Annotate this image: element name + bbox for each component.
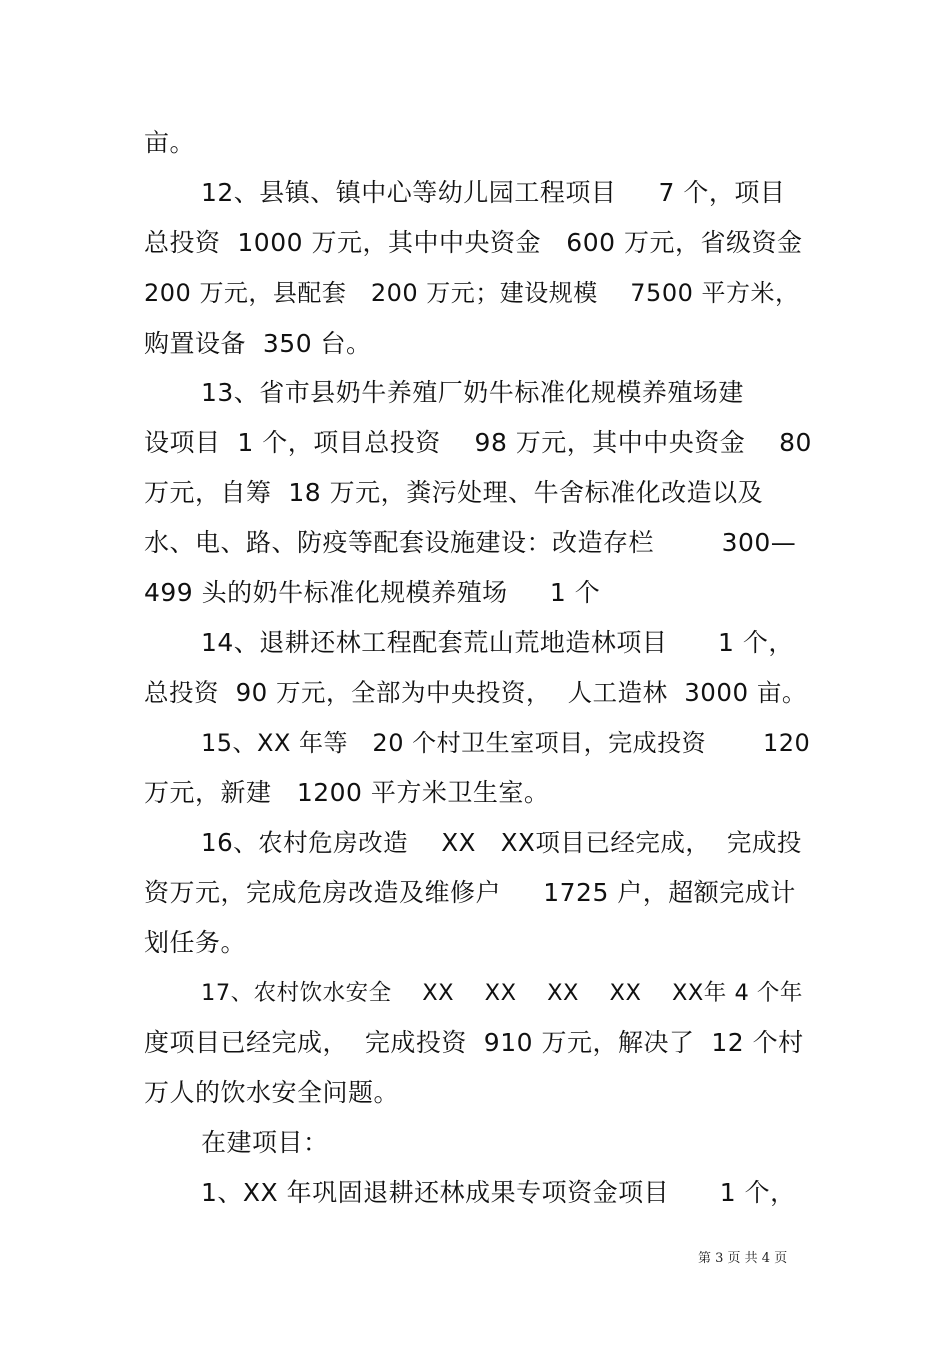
text-line: 万元，新建 1200 平方米卫生室。 (144, 778, 550, 807)
text-line: 总投资 1000 万元，其中中央资金 600 万元，省级资金 (144, 228, 803, 257)
text-line: 总投资 90 万元，全部为中央投资， 人工造林 3000 亩。 (144, 678, 807, 707)
text-line: 12、县镇、镇中心等幼儿园工程项目 7 个，项目 (201, 178, 786, 207)
text-line: 亩。 (144, 128, 196, 157)
text-line: 万人的饮水安全问题。 (144, 1078, 400, 1107)
text-line: 14、退耕还林工程配套荒山荒地造林项目 1 个， (201, 628, 794, 657)
text-line: 资万元，完成危房改造及维修户 1725 户，超额完成计 (144, 878, 796, 907)
page-number-footer: 第 3 页 共 4 页 (698, 1251, 788, 1266)
text-line: 购置设备 350 台。 (144, 329, 372, 358)
text-line: 1、XX 年巩固退耕还林成果专项资金项目 1 个， (201, 1178, 796, 1207)
text-line: 13、省市县奶牛养殖厂奶牛标准化规模养殖场建 (201, 378, 744, 407)
text-line: 在建项目： (201, 1128, 329, 1157)
text-line: 200 万元，县配套 200 万元；建设规模 7500 平方米， (144, 279, 800, 307)
text-line: 度项目已经完成， 完成投资 910 万元，解决了 12 个村 (144, 1028, 804, 1057)
text-line: 万元，自筹 18 万元，粪污处理、牛舍标准化改造以及 (144, 478, 764, 507)
text-line: 499 头的奶牛标准化规模养殖场 1 个 (144, 578, 601, 607)
text-line: 划任务。 (144, 928, 247, 957)
text-line: 16、农村危房改造 XX XX项目已经完成， 完成投 (201, 828, 802, 857)
text-line: 15、XX 年等 20 个村卫生室项目，完成投资 120 (201, 729, 811, 757)
text-line: 水、电、路、防疫等配套设施建设：改造存栏 300— (144, 528, 797, 557)
text-line: 设项目 1 个，项目总投资 98 万元，其中中央资金 80 (144, 428, 812, 457)
text-line: 17、农村饮水安全 XX XX XX XX XX年 4 个年 (201, 980, 803, 1006)
